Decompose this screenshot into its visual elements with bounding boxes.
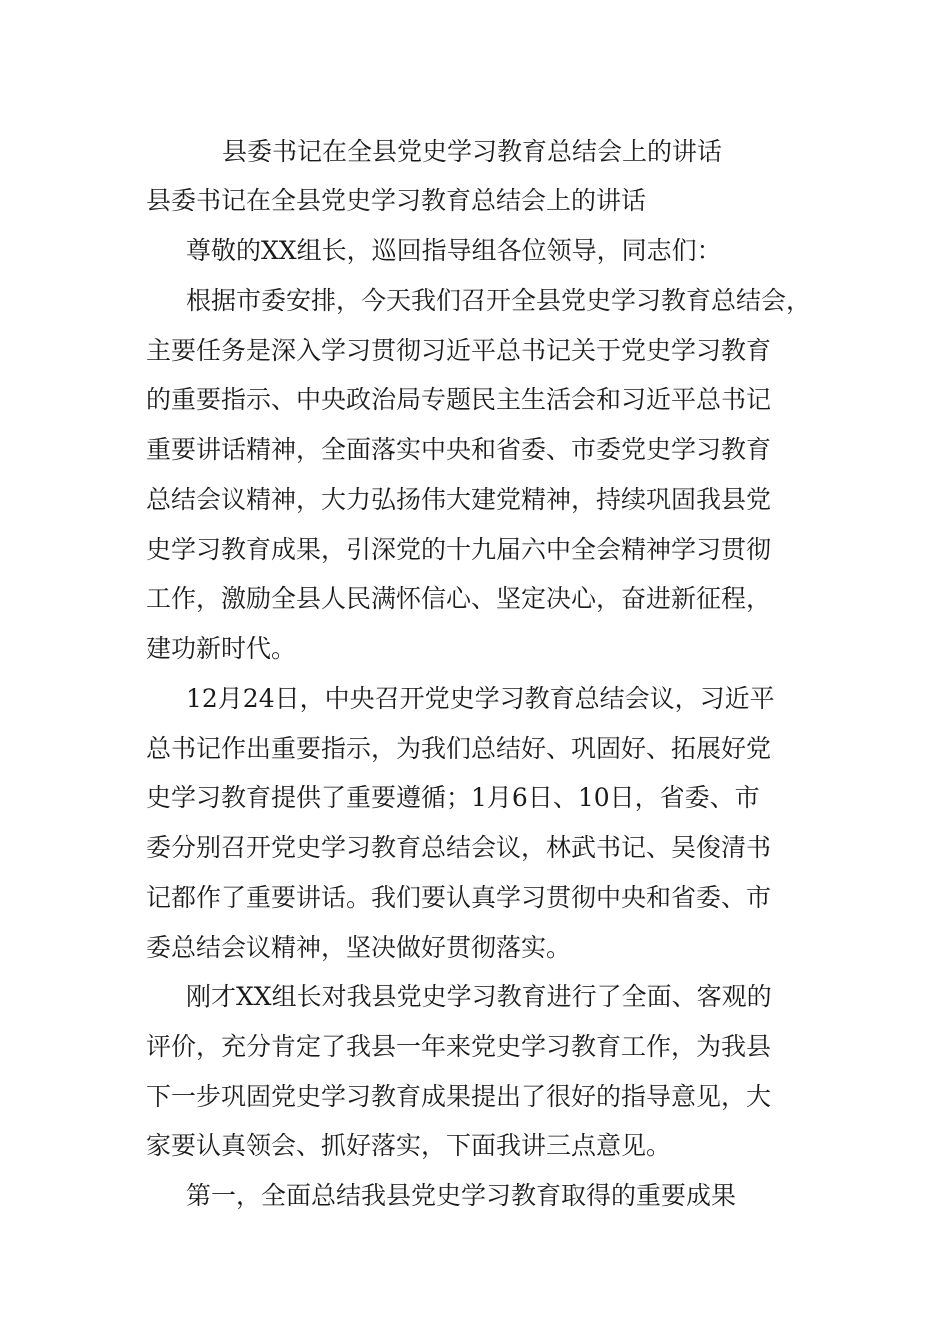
paragraph-1-line-2: 主要任务是深入学习贯彻习近平总书记关于党史学习教育 [146, 336, 772, 365]
paragraph-2-line-6: 委总结会议精神，坚决做好贯彻落实。 [146, 933, 572, 962]
document-subtitle: 县委书记在全县党史学习教育总结会上的讲话 [146, 186, 647, 215]
paragraph-2-line-3: 史学习教育提供了重要遵循；1月6日、10日，省委、市 [146, 783, 760, 812]
paragraph-3-line-1: 刚才XX组长对我县党史学习教育进行了全面、客观的 [186, 982, 772, 1011]
document-title: 县委书记在全县党史学习教育总结会上的讲话 [222, 137, 723, 166]
paragraph-3-line-2: 评价，充分肯定了我县一年来党史学习教育工作，为我县 [146, 1032, 772, 1061]
paragraph-1-line-5: 总结会议精神，大力弘扬伟大建党精神，持续巩固我县党 [146, 485, 772, 514]
section-heading-1: 第一，全面总结我县党史学习教育取得的重要成果 [186, 1181, 737, 1210]
paragraph-3-line-4: 家要认真领会、抓好落实，下面我讲三点意见。 [146, 1131, 672, 1160]
paragraph-1-line-7: 工作，激励全县人民满怀信心、坚定决心，奋进新征程， [146, 584, 772, 613]
paragraph-2-line-4: 委分别召开党史学习教育总结会议，林武书记、吴俊清书 [146, 833, 772, 862]
paragraph-2-line-1: 12月24日，中央召开党史学习教育总结会议，习近平 [186, 684, 775, 713]
paragraph-1-line-6: 史学习教育成果，引深党的十九届六中全会精神学习贯彻 [146, 535, 772, 564]
paragraph-2-line-2: 总书记作出重要指示，为我们总结好、巩固好、拓展好党 [146, 734, 772, 763]
paragraph-2-line-5: 记都作了重要讲话。我们要认真学习贯彻中央和省委、市 [146, 883, 772, 912]
paragraph-1-line-3: 的重要指示、中央政治局专题民主生活会和习近平总书记 [146, 385, 772, 414]
paragraph-3-line-3: 下一步巩固党史学习教育成果提出了很好的指导意见，大 [146, 1082, 772, 1111]
paragraph-1-line-1: 根据市委安排，今天我们召开全县党史学习教育总结会， [186, 286, 812, 315]
paragraph-1-line-8: 建功新时代。 [146, 634, 297, 663]
paragraph-1-line-4: 重要讲话精神，全面落实中央和省委、市委党史学习教育 [146, 435, 772, 464]
salutation: 尊敬的XX组长，巡回指导组各位领导，同志们： [186, 236, 722, 265]
